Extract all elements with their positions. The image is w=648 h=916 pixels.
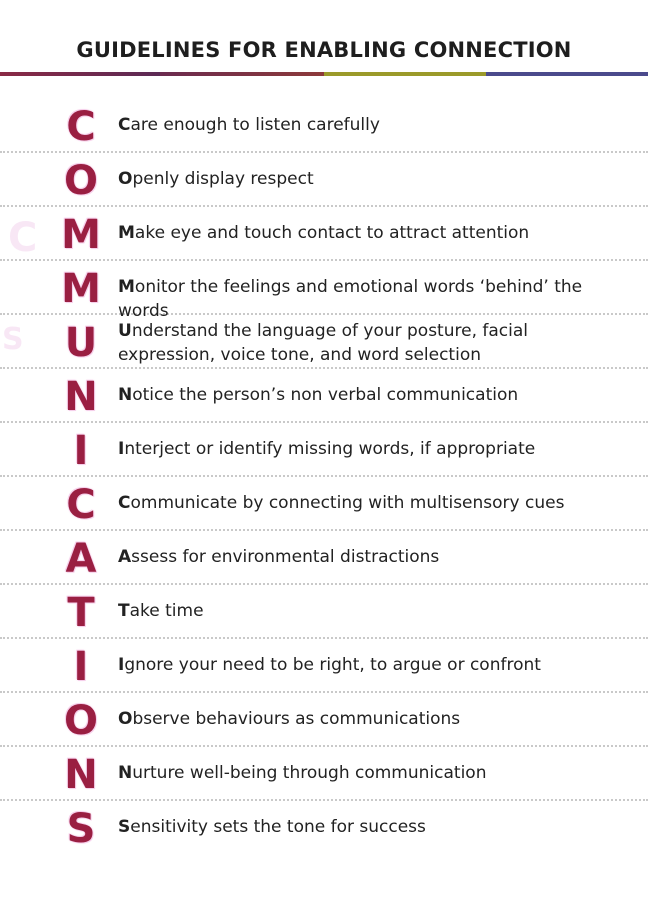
list-item (0, 585, 648, 639)
guideline-text: Understand the language of your posture, facial expression, voice tone, and word selection (118, 321, 528, 365)
guideline-text: Openly display respect (118, 169, 314, 189)
list-item (0, 477, 648, 531)
acrostic-letter: A (65, 536, 97, 582)
acrostic-letter: O (63, 698, 98, 744)
acrostic-letter: T (67, 590, 95, 636)
underline-segment-2 (160, 72, 324, 76)
ghost-watermark-s: S (2, 322, 24, 357)
acrostic-letter: N (64, 752, 98, 798)
acrostic-letter: O (63, 158, 98, 204)
acrostic-letter: C (66, 482, 96, 528)
acrostic-letter: U (64, 320, 98, 366)
list-item (0, 693, 648, 747)
list-item (0, 315, 648, 369)
underline-segment-3 (324, 72, 486, 76)
guideline-text: Nurture well-being through communication (118, 763, 487, 783)
guideline-text: Communicate by connecting with multisensory cues (118, 493, 565, 513)
underline-segment-4 (486, 72, 648, 76)
list-item (0, 531, 648, 585)
list-item (0, 801, 648, 855)
list-item (0, 207, 648, 261)
guideline-text: Sensitivity sets the tone for success (118, 817, 426, 837)
acrostic-letter: C (66, 104, 96, 150)
guideline-text: Monitor the feelings and emotional words ‘behind’ the words (118, 277, 583, 321)
acrostic-letter: I (73, 428, 89, 474)
guideline-text: Ignore your need to be right, to argue or confront (118, 655, 541, 675)
list-item (0, 153, 648, 207)
page-title: GUIDELINES FOR ENABLING CONNECTION (76, 38, 572, 62)
title-underline (0, 72, 648, 76)
list-item (0, 261, 648, 321)
underline-segment-1 (0, 72, 160, 76)
list-item (0, 639, 648, 693)
list-item (0, 369, 648, 423)
acrostic-letter: I (73, 644, 89, 690)
guideline-text: Observe behaviours as communications (118, 709, 461, 729)
list-item (0, 423, 648, 477)
list-item (0, 99, 648, 153)
acrostic-letter: S (66, 806, 96, 852)
ghost-watermark-c: C (8, 215, 38, 261)
list-item (0, 747, 648, 801)
guideline-text: Assess for environmental distractions (118, 547, 440, 567)
guideline-text: Notice the person’s non verbal communication (118, 385, 519, 405)
acrostic-letter: N (64, 374, 98, 420)
guideline-text: Make eye and touch contact to attract attention (118, 223, 530, 243)
guideline-text: Care enough to listen carefully (118, 115, 380, 135)
acrostic-letter: M (61, 266, 101, 312)
acrostic-letter: M (61, 212, 101, 258)
guideline-text: Interject or identify missing words, if appropriate (118, 439, 536, 459)
guideline-text: Take time (118, 601, 204, 621)
